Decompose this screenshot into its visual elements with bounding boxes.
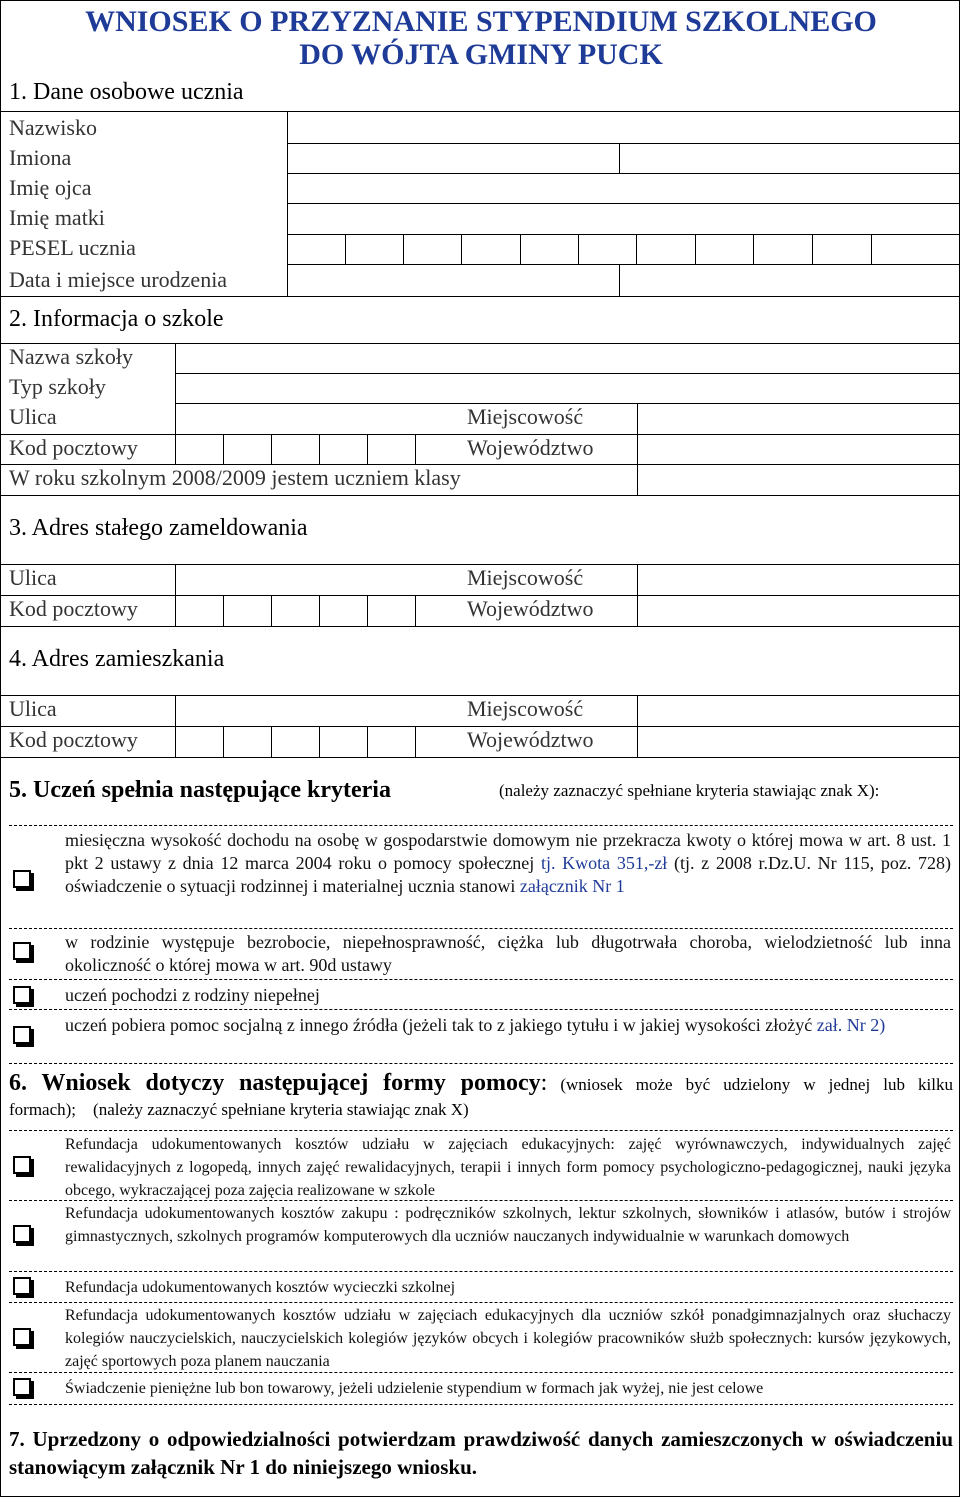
section-5-note: (należy zaznaczyć spełniane kryteria stawiając znak X): <box>499 781 880 800</box>
dashed-divider <box>9 1063 953 1064</box>
amount-link: tj. Kwota 351,-zł <box>540 853 668 873</box>
label-province: Województwo <box>467 596 594 621</box>
section-3-heading: 3. Adres stałego zameldowania <box>9 515 308 541</box>
criterion-1-checkbox[interactable] <box>13 870 31 888</box>
school-name-field[interactable] <box>176 344 958 372</box>
label-postal-code: Kod pocztowy <box>9 435 138 460</box>
attachment-1-link: załącznik Nr 1 <box>519 876 625 896</box>
digit-sep <box>403 234 404 264</box>
digit-sep <box>520 234 521 264</box>
digit-sep <box>695 234 696 264</box>
section-7-statement: 7. Uprzedzony o odpowiedzialności potwierdzam prawdziwość danych zamieszczonych w oświadczeniu stanowiącym załącznik Nr 1 do niniejszego wniosku. <box>9 1427 953 1479</box>
criterion-3-text: uczeń pochodzi z rodziny niepełnej <box>65 985 320 1005</box>
postal-sep <box>223 595 224 626</box>
text: (tj. z 2008 r.Dz.U. Nr 115, poz. 728) oświadczenie o sytuacji rodzinnej i materialnej ucznia stanowi <box>65 853 951 896</box>
postal-sep <box>415 595 416 626</box>
label-pesel: PESEL ucznia <box>9 235 136 260</box>
label-province: Województwo <box>467 435 594 460</box>
label-mother-name: Imię matki <box>9 205 105 230</box>
criterion-2-checkbox[interactable] <box>13 942 31 960</box>
section-6-heading: 6. Wniosek dotyczy następującej formy pomocy <box>9 1070 541 1096</box>
dashed-divider <box>9 1271 953 1272</box>
section-5-heading: 5. Uczeń spełnia następujące kryteria <box>9 777 391 803</box>
postal-sep <box>223 726 224 757</box>
label-school-type: Typ szkoły <box>9 374 106 399</box>
row-line <box>1 626 959 627</box>
digit-sep <box>578 234 579 264</box>
first-names-field[interactable] <box>288 144 618 172</box>
school-postal-field[interactable] <box>176 435 462 463</box>
option-5-text: Świadczenie pieniężne lub bon towarowy, jeżeli udzielenie stypendium w formach jak wyżej, nie jest celowe <box>65 1380 764 1397</box>
dashed-divider <box>9 1200 953 1201</box>
form-title <box>41 5 921 71</box>
dashed-divider <box>9 928 953 929</box>
criterion-4-checkbox[interactable] <box>13 1026 31 1044</box>
home-street-field[interactable] <box>176 696 462 725</box>
dashed-divider <box>9 1302 953 1303</box>
postal-sep <box>271 595 272 626</box>
digit-sep <box>753 234 754 264</box>
label-street: Ulica <box>9 404 57 429</box>
reg-province-field[interactable] <box>638 596 958 625</box>
criterion-4-text <box>65 1014 951 1037</box>
dashed-divider <box>9 825 953 826</box>
section-6-header <box>9 1071 953 1122</box>
label-street: Ulica <box>9 565 57 590</box>
postal-sep <box>271 726 272 757</box>
row-line <box>1 434 959 435</box>
label-postal-code: Kod pocztowy <box>9 596 138 621</box>
birth-place-field[interactable] <box>620 265 958 295</box>
row-line <box>1 495 959 496</box>
mother-name-field[interactable] <box>288 204 958 233</box>
dashed-divider <box>9 1404 953 1405</box>
label-city: Miejscowość <box>467 565 584 590</box>
row-line <box>1 757 959 758</box>
postal-sep <box>415 726 416 757</box>
school-type-field[interactable] <box>176 374 958 402</box>
option-2-text: Refundacja udokumentowanych kosztów zakupu : podręczników szkolnych, lektur szkolnych, słowników i atlasów, butów i strojów gimnastycznych, szkolnych programów komputerowych dla uczniów nauczanych indywidualnie w warunkach domowych <box>65 1205 951 1245</box>
label-first-names: Imiona <box>9 145 72 170</box>
digit-sep <box>871 234 872 264</box>
home-province-field[interactable] <box>638 727 958 756</box>
section-4-heading: 4. Adres zamieszkania <box>9 646 225 672</box>
title-line-1: WNIOSEK O PRZYZNANIE STYPENDIUM SZKOLNEGO <box>85 5 877 38</box>
criterion-1-text <box>65 829 951 898</box>
label-surname: Nazwisko <box>9 115 97 140</box>
criterion-2-text: w rodzinie występuje bezrobocie, niepełnosprawność, ciężka lub długotrwała choroba, wielodzietność lub inna okoliczność o której mowa w art. 90d ustawy <box>65 932 951 975</box>
section-2-heading: 2. Informacja o szkole <box>9 306 224 332</box>
label-city: Miejscowość <box>467 404 584 429</box>
pesel-input[interactable] <box>287 234 959 264</box>
surname-field[interactable] <box>288 112 958 142</box>
digit-sep <box>345 234 346 264</box>
dashed-divider <box>9 1372 953 1373</box>
attachment-2-link: zał. Nr 2) <box>816 1015 886 1035</box>
label-birth-date-place: Data i miejsce urodzenia <box>9 267 228 292</box>
text: miesięczna wysokość dochodu na osobę w gospodarstwie domowym nie przekracza kwoty o której mowa w art. 8 ust. 1 pkt 2 ustawy z dnia 12 marca 2004 roku o pomocy społecznej <box>65 830 951 873</box>
option-2-checkbox[interactable] <box>13 1225 31 1243</box>
colon: : <box>540 1070 548 1096</box>
option-3-text: Refundacja udokumentowanych kosztów wycieczki szkolnej <box>65 1279 456 1296</box>
reg-street-field[interactable] <box>176 565 462 594</box>
row-line <box>1 296 959 297</box>
label-school-name: Nazwa szkoły <box>9 344 134 369</box>
digit-sep <box>636 234 637 264</box>
option-4-text: Refundacja udokumentowanych kosztów udziału w zajęciach edukacyjnych dla uczniów szkół ponadgimnazjalnych oraz słuchaczy kolegiów nauczycielskich, nauczycielskich kolegiów języków obcych i kolegiów pracowników służb społecznych: kursów językowych, zajęć sportowych poza planem nauczania <box>65 1307 951 1370</box>
section-1-heading: 1. Dane osobowe ucznia <box>9 79 244 105</box>
postal-sep <box>367 726 368 757</box>
postal-sep <box>319 726 320 757</box>
label-province: Województwo <box>467 727 594 752</box>
label-postal-code: Kod pocztowy <box>9 727 138 752</box>
home-city-field[interactable] <box>638 696 958 725</box>
label-city: Miejscowość <box>467 696 584 721</box>
title-line-2: DO WÓJTA GMINY PUCK <box>299 38 663 71</box>
section-6-note: (wniosek może być udzielony w jednej lub kilku formach); <box>9 1075 953 1119</box>
digit-sep <box>812 234 813 264</box>
father-name-field[interactable] <box>288 174 958 202</box>
criterion-3-checkbox[interactable] <box>13 986 31 1004</box>
col-line <box>619 143 620 173</box>
postal-sep <box>367 595 368 626</box>
dashed-divider <box>9 979 953 980</box>
option-1-checkbox[interactable] <box>13 1156 31 1174</box>
label-class-line: W roku szkolnym 2008/2009 jestem uczniem klasy <box>9 465 461 490</box>
option-3-checkbox[interactable] <box>13 1277 31 1295</box>
label-father-name: Imię ojca <box>9 175 92 200</box>
postal-sep <box>319 595 320 626</box>
dashed-divider <box>9 1009 953 1010</box>
birth-date-field[interactable] <box>288 265 618 295</box>
option-5-checkbox[interactable] <box>13 1378 31 1396</box>
reg-city-field[interactable] <box>638 565 958 594</box>
option-1-text: Refundacja udokumentowanych kosztów udziału w zajęciach edukacyjnych: zajęć wyrównawczych, indywidualnych zajęć rewalidacyjnych z logopedą, innych zajęć rewalidacyjnych, terapii i innych form pomocy psychologiczno-pedagogicznej, nauki języka obcego, wykraczającej poza zajęcia realizowane w szkole <box>65 1136 951 1199</box>
section-6-note-2: (należy zaznaczyć spełniane kryteria stawiając znak X) <box>93 1100 469 1119</box>
dashed-divider <box>9 1130 953 1131</box>
option-4-checkbox[interactable] <box>13 1328 31 1346</box>
row-line <box>1 464 959 465</box>
label-street: Ulica <box>9 696 57 721</box>
digit-sep <box>461 234 462 264</box>
text: uczeń pobiera pomoc socjalną z innego źródła (jeżeli tak to z jakiego tytułu i w jakiej wysokości złożyć <box>65 1015 817 1035</box>
school-city-field[interactable] <box>638 404 958 433</box>
